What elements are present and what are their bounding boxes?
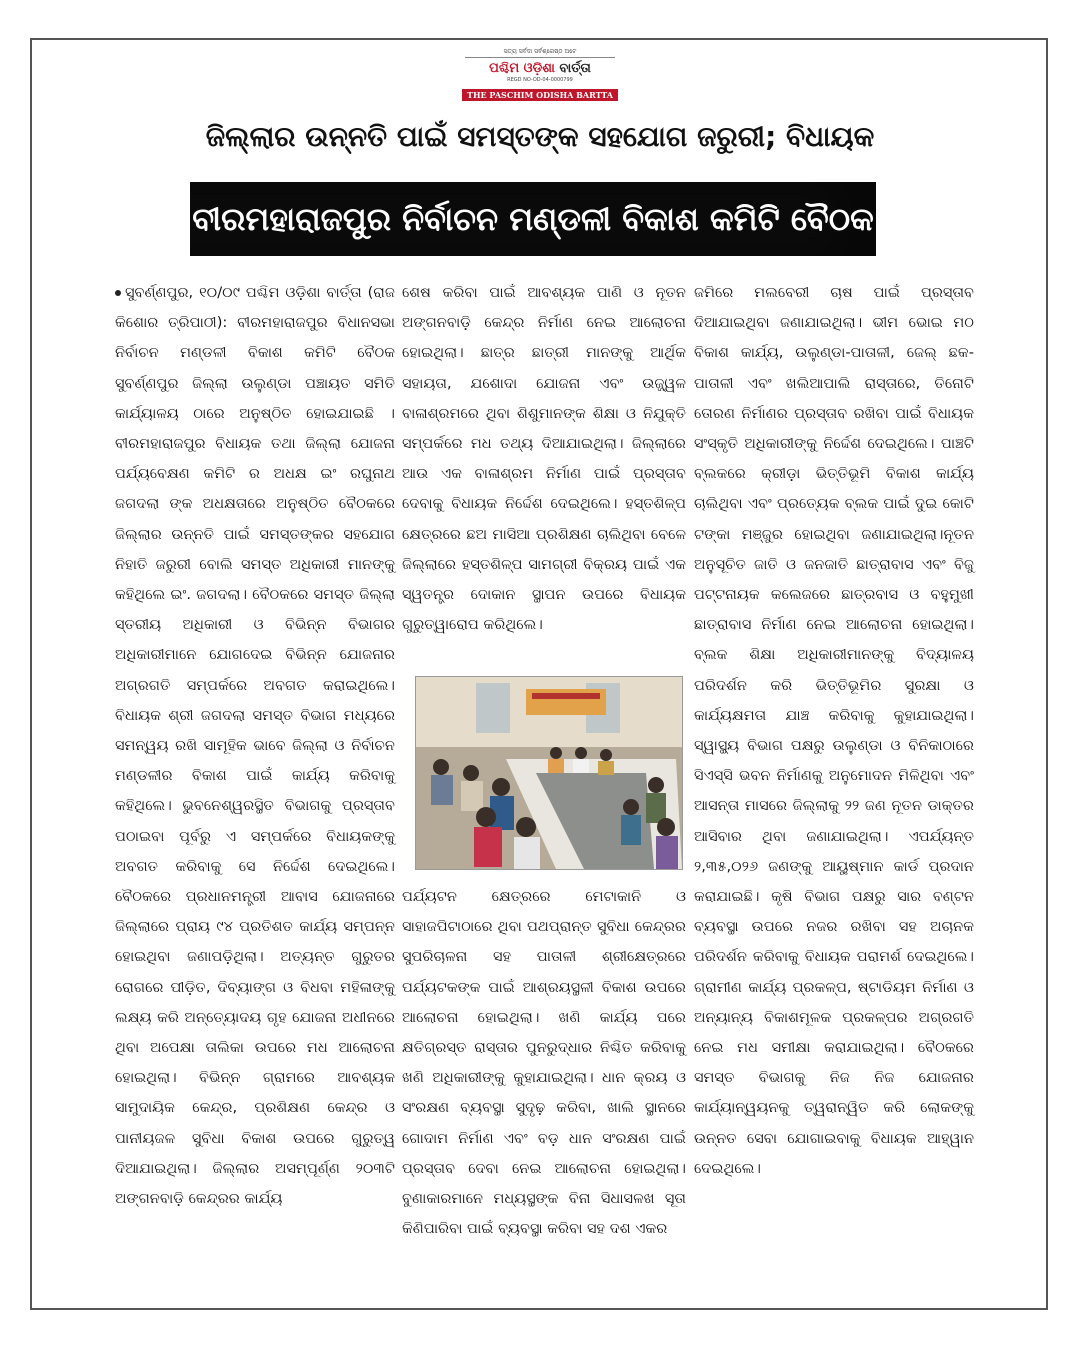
masthead-name-part2: ବାର୍ତ୍ତା: [559, 61, 591, 76]
masthead: [455, 48, 625, 110]
meeting-photo-icon: [415, 676, 683, 870]
masthead-regd: REGD NO-OD-04-0000799: [507, 77, 573, 83]
masthead-tagline: ସତ୍ୟ ସର୍ବଦା ସର୍ବଶ୍ରେଷ୍ଠ ଅଟେ: [465, 48, 615, 58]
headline-banner: [190, 182, 876, 256]
column-2-top-text: ଶେଷ କରିବା ପାଇଁ ଆବଶ୍ୟକ ପାଣି ଓ ନୂତନ ଅଙ୍ଗନବାଡ଼ି କେନ୍ଦ୍ର ନିର୍ମାଣ ନେଇ ଆଲୋଚନା ହୋଇଥିଲା। ଛାତ୍ର ଛାତ୍ରୀ ମାନଙ୍କୁ ଆର୍ଥିକ ସହାୟତା, ଯଶୋଦା ଯୋଜନା ଏବଂ ଉଜ୍ଜ୍ୱଳ ବାଳାଶ୍ରମରେ ଥିବା ଶିଶୁମାନଙ୍କ ଶିକ୍ଷା ଓ ନିଯୁକ୍ତି ସମ୍ପର୍କରେ ମଧ ତଥ୍ୟ ଦିଆଯାଇଥିଲା। ଜିଲ୍ଲାରେ ଆଉ ଏକ ବାଳାଶ୍ରମ ନିର୍ମାଣ ପାଇଁ ପ୍ରସ୍ତାବ ଦେବାକୁ ବିଧାୟକ ନିର୍ଦ୍ଦେଶ ଦେଇଥିଲେ। ହସ୍ତଶିଳ୍ପ କ୍ଷେତ୍ରରେ ଛଅ ମାସିଆ ପ୍ରଶିକ୍ଷଣ ଚାଲିଥିବା ବେଳେ ଜିଲ୍ଲାରେ ହସ୍ତଶିଳ୍ପ ସାମଗ୍ରୀ ବିକ୍ରୟ ପାଇଁ ଏକ ସ୍ୱତନ୍ତ୍ର ଦୋକାନ ସ୍ଥାପନ ଉପରେ ବିଧାୟକ ଗୁରୁତ୍ୱାରୋପ କରିଥିଲେ।: [402, 284, 686, 634]
column-1-text: ସୁବର୍ଣ୍ଣପୁର, ୧୦/୦୯ ପଶ୍ଚିମ ଓଡ଼ିଶା ବାର୍ତ୍ତା (ରାଜ କିଶୋର ତ୍ରିପାଠୀ): ବୀରମହାରାଜପୁର ବିଧାନସଭା ନିର୍ବାଚନ ମଣ୍ଡଳୀ ବିକାଶ କମିଟି ବୈଠକ ସୁବର୍ଣ୍ଣପୁର ଜିଲ୍ଲା ଉଲୁଣ୍ଡା ପଞ୍ଚାୟତ ସମିତି କାର୍ଯ୍ୟାଳୟ ଠାରେ ଅନୁଷ୍ଠିତ ହୋଇଯାଇଛି । ବୀରମହାରାଜପୁର ବିଧାୟକ ତଥା ଜିଲ୍ଲା ଯୋଜନା ପର୍ଯ୍ୟବେକ୍ଷଣ କମିଟି ର ଅଧକ୍ଷ ଇଂ ରଘୁନାଥ ଜଗଦଲା ଙ୍କ ଅଧକ୍ଷତାରେ ଅନୁଷ୍ଠିତ ବୈଠକରେ ଜିଲ୍ଲାର ଉନ୍ନତି ପାଇଁ ସମସ୍ତଙ୍କର ସହଯୋଗ ନିହାତି ଜରୁରୀ ବୋଲି ସମସ୍ତ ଅଧିକାରୀ ମାନଙ୍କୁ କହିଥିଲେ ଇଂ. ଜଗଦଲା। ବୈଠକରେ ସମସ୍ତ ଜିଲ୍ଲା ସ୍ତରୀୟ ଅଧିକାରୀ ଓ ବିଭିନ୍ନ ବିଭାଗର ଅଧିକାରୀମାନେ ଯୋଗଦେଇ ବିଭିନ୍ନ ଯୋଜନାର ଅଗ୍ରଗତି ସମ୍ପର୍କରେ ଅବଗତ କରାଇଥିଲେ। ବିଧାୟକ ଶ୍ରୀ ଜଗଦଲା ସମସ୍ତ ବିଭାଗ ମଧ୍ୟରେ ସମନ୍ୱୟ ରଖି ସାମୂହିକ ଭାବେ ଜିଲ୍ଲା ଓ ନିର୍ବାଚନ ମଣ୍ଡଳୀର ବିକାଶ ପାଇଁ କାର୍ଯ୍ୟ କରିବାକୁ କହିଥିଲେ। ଭୁବନେଶ୍ୱରସ୍ଥିତ ବିଭାଗକୁ ପ୍ରସ୍ତାବ ପଠାଇବା ପୂର୍ବରୁ ଏ ସମ୍ପର୍କରେ ବିଧାୟକଙ୍କୁ ଅବଗତ କରିବାକୁ ସେ ନିର୍ଦ୍ଦେଶ ଦେଇଥିଲେ। ବୈଠକରେ ପ୍ରଧାନମନ୍ତ୍ରୀ ଆବାସ ଯୋଜନାରେ ଜିଲ୍ଲାରେ ପ୍ରାୟ ୯୪ ପ୍ରତିଶତ କାର୍ଯ୍ୟ ସମ୍ପନ୍ନ ହୋଇଥିବା ଜଣାପଡ଼ିଥିଲା। ଅତ୍ୟନ୍ତ ଗୁରୁତର ରୋଗରେ ପୀଡ଼ିତ, ଦିବ୍ୟାଙ୍ଗ ଓ ବିଧବା ମହିଳାଙ୍କୁ ଲକ୍ଷ୍ୟ କରି ଅନ୍ତ୍ୟୋଦୟ ଗୃହ ଯୋଜନା ଅଧୀନରେ ଥିବା ଅପେକ୍ଷା ତାଲିକା ଉପରେ ମଧ ଆଲୋଚନା ହୋଇଥିଲା। ବିଭିନ୍ନ ଗ୍ରାମରେ ଆବଶ୍ୟକ ସାମୁଦାୟିକ କେନ୍ଦ୍ର, ପ୍ରଶିକ୍ଷଣ କେନ୍ଦ୍ର ଓ ପାନୀୟଜଳ ସୁବିଧା ବିକାଶ ଉପରେ ଗୁରୁତ୍ୱ ଦିଆଯାଇଥିଲା। ଜିଲ୍ଲାର ଅସମ୍ପୂର୍ଣ୍ଣ ୨୦୩ଟି ଅଙ୍ଗନବାଡ଼ି କେନ୍ଦ୍ରର କାର୍ଯ୍ୟ: [115, 284, 395, 1208]
article-column-2: [402, 278, 686, 1238]
masthead-english-name: THE PASCHIM ODISHA BARTTA: [462, 89, 618, 101]
column-2-bottom-text: ପର୍ଯ୍ୟଟନ କ୍ଷେତ୍ରରେ ମେଟାକାନି ଓ ସାହାଜପିଟାଠାରେ ଥିବା ପଥପ୍ରାନ୍ତ ସୁବିଧା କେନ୍ଦ୍ରର ସୁପରିଚାଳନା ସହ ପାତାଳୀ ଶ୍ରୀକ୍ଷେତ୍ରରେ ପର୍ଯ୍ୟଟକଙ୍କ ପାଇଁ ଆଶ୍ରୟସ୍ଥଳୀ ବିକାଶ ଉପରେ ଆଲୋଚନା ହୋଇଥିଲା। ଖଣି କାର୍ଯ୍ୟ ପରେ କ୍ଷତିଗ୍ରସ୍ତ ରାସ୍ତାର ପୁନରୁଦ୍ଧାର ନିଶ୍ଚିତ କରିବାକୁ ଖଣି ଅଧିକାରୀଙ୍କୁ କୁହାଯାଇଥିଲା। ଧାନ କ୍ରୟ ଓ ସଂରକ୍ଷଣ ବ୍ୟବସ୍ଥା ସୁଦୃଢ଼ କରିବା, ଖାଲି ସ୍ଥାନରେ ଗୋଦାମ ନିର୍ମାଣ ଏବଂ ବଡ଼ ଧାନ ସଂରକ୍ଷଣ ପାଇଁ ପ୍ରସ୍ତାବ ଦେବା ନେଇ ଆଲୋଚନା ହୋଇଥିଲା। ବୁଣାକାରମାନେ ମଧ୍ୟସ୍ଥଙ୍କ ବିନା ସିଧାସଳଖ ସୂତା କିଣିପାରିବା ପାଇଁ ବ୍ୟବସ୍ଥା କରିବା ସହ ଦଶ ଏକର: [402, 888, 686, 1238]
bullet-icon: [115, 290, 121, 296]
article-column-1: [115, 278, 395, 1214]
article-kicker: ଜିଲ୍ଲାର ଉନ୍ନତି ପାଇଁ ସମସ୍ତଙ୍କ ସହଯୋଗ ଜରୁରୀ; ବିଧାୟକ: [205, 120, 875, 153]
masthead-name-part1: ପଶ୍ଚିମ ଓଡ଼ିଶା: [489, 61, 555, 76]
article-column-3: [694, 278, 974, 1184]
article-headline: ବୀରମହାରାଜପୁର ନିର୍ବାଚନ ମଣ୍ଡଳୀ ବିକାଶ କମିଟି ବୈଠକ: [192, 199, 874, 238]
masthead-name: [455, 61, 625, 76]
column-3-text: ଜମିରେ ମଲବେରୀ ଚାଷ ପାଇଁ ପ୍ରସ୍ତାବ ଦିଆଯାଇଥିବା ଜଣାଯାଇଥିଲା। ଭୀମ ଭୋଇ ମଠ ବିକାଶ କାର୍ଯ୍ୟ, ଉଲୁଣ୍ଡା-ପାତାଳୀ, ଜେଲ୍ ଛକ-ପାତାଳୀ ଏବଂ ଖଲିଆପାଲି ରାସ୍ତାରେ, ତିନୋଟି ତୋରଣ ନିର୍ମାଣର ପ୍ରସ୍ତାବ ରଖିବା ପାଇଁ ବିଧାୟକ ସଂସ୍କୃତି ଅଧିକାରୀଙ୍କୁ ନିର୍ଦ୍ଦେଶ ଦେଇଥିଲେ। ପାଞ୍ଚଟି ବ୍ଲକରେ କ୍ରୀଡ଼ା ଭିତ୍ତିଭୂମି ବିକାଶ କାର୍ଯ୍ୟ ଚାଲିଥିବା ଏବଂ ପ୍ରତ୍ୟେକ ବ୍ଲକ ପାଇଁ ଦୁଇ କୋଟି ଟଙ୍କା ମଞ୍ଜୁର ହୋଇଥିବା ଜଣାଯାଇଥିଲା।ନୂତନ ଅନୁସୂଚିତ ଜାତି ଓ ଜନଜାତି ଛାତ୍ରାବାସ ଏବଂ ବିଜୁ ପଟ୍ଟନାୟକ କଲେଜରେ ଛାତ୍ରବାସ ଓ ବହୁମୁଖୀ ଛାତ୍ରାବାସ ନିର୍ମାଣ ନେଇ ଆଲୋଚନା ହୋଇଥିଲା। ବ୍ଲକ ଶିକ୍ଷା ଅଧିକାରୀମାନଙ୍କୁ ବିଦ୍ୟାଳୟ ପରିଦର୍ଶନ କରି ଭିତ୍ତିଭୂମିର ସୁରକ୍ଷା ଓ କାର୍ଯ୍ୟକ୍ଷମତା ଯାଞ୍ଚ କରିବାକୁ କୁହାଯାଇଥିଲା। ସ୍ୱାସ୍ଥ୍ୟ ବିଭାଗ ପକ୍ଷରୁ ଉଲୁଣ୍ଡା ଓ ବିନିକାଠାରେ ସିଏସ୍‌ସି ଭବନ ନିର୍ମାଣକୁ ଅନୁମୋଦନ ମିଳିଥିବା ଏବଂ ଆସନ୍ତା ମାସରେ ଜିଲ୍ଲାକୁ ୨୨ ଜଣ ନୂତନ ଡାକ୍ତର ଆସିବାର ଥିବା ଜଣାଯାଇଥିଲା। ଏପର୍ଯ୍ୟନ୍ତ ୨,୩୫,୦୨୬ ଜଣଙ୍କୁ ଆୟୁଷ୍ମାନ କାର୍ଡ ପ୍ରଦାନ କରାଯାଇଛି। କୃଷି ବିଭାଗ ପକ୍ଷରୁ ସାର ବଣ୍ଟନ ବ୍ୟବସ୍ଥା ଉପରେ ନଜର ରଖିବା ସହ ଅଚାନକ ପରିଦର୍ଶନ କରିବାକୁ ବିଧାୟକ ପରାମର୍ଶ ଦେଇଥିଲେ। ଗ୍ରାମୀଣ କାର୍ଯ୍ୟ ପ୍ରକଳ୍ପ, ଷ୍ଟାଡିୟମ ନିର୍ମାଣ ଓ ଅନ୍ୟାନ୍ୟ ବିକାଶମୂଳକ ପ୍ରକଳ୍ପର ଅଗ୍ରଗତି ନେଇ ମଧ ସମୀକ୍ଷା କରାଯାଇଥିଲା। ବୈଠକରେ ସମସ୍ତ ବିଭାଗକୁ ନିଜ ନିଜ ଯୋଜନାର କାର୍ଯ୍ୟାନ୍ୱୟନକୁ ତ୍ୱରାନ୍ୱିତ କରି ଲୋକଙ୍କୁ ଉନ୍ନତ ସେବା ଯୋଗାଇବାକୁ ବିଧାୟକ ଆହ୍ୱାନ ଦେଇଥିଲେ।: [694, 284, 974, 1177]
